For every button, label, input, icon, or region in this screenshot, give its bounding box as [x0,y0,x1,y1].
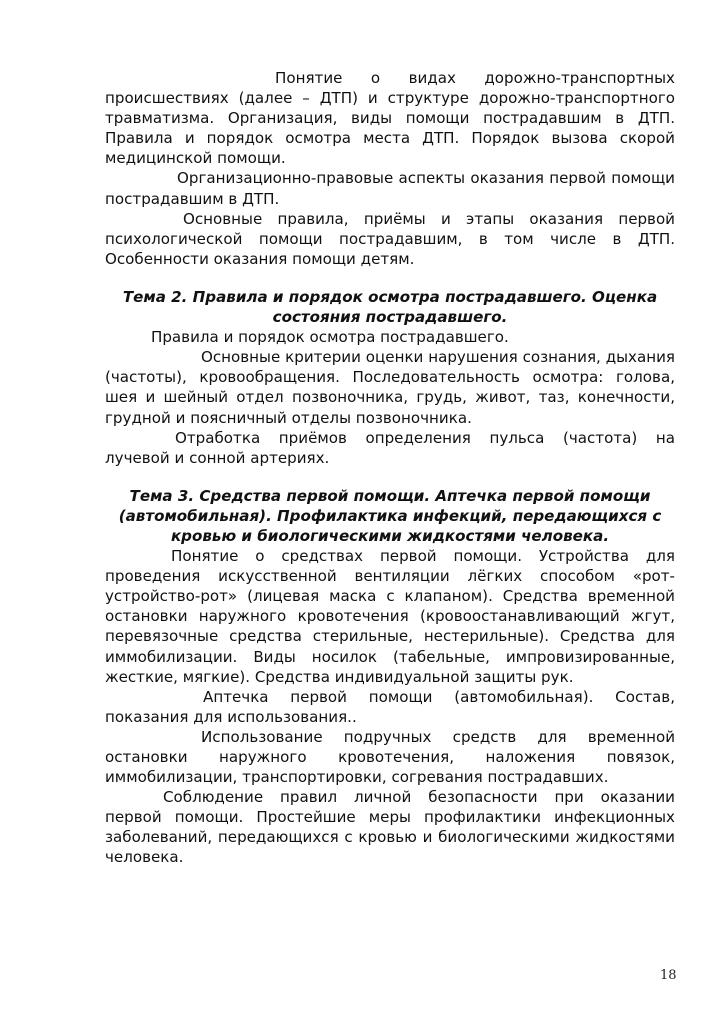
document-page [105,68,675,868]
paragraph-personal-safety: Соблюдение правил личной безопасности при оказании первой помощи. Простейшие меры профилактики инфекционных заболеваний, передающихся с кровью и биологическими жидкостями человека. [105,788,675,867]
paragraph-legal-aspects: Организационно-правовые аспекты оказания первой помощи пострадавшим в ДТП. [105,169,675,208]
paragraph-first-aid-means: Понятие о средствах первой помощи. Устройства для проведения искусственной вентиляции лёгких способом «рот-устройство-рот» (лицевая маска с клапаном). Средства временной остановки наружного кровотечения (кровоостанавливающий жгут, перевязочные средства стерильные, нестерильные). Средства для иммобилизации. Виды носилок (табельные, импровизированные, жесткие, мягкие). Средства индивидуальной защиты рук. [105,547,675,686]
paragraph-examination-rules: Правила и порядок осмотра пострадавшего. [151,328,509,347]
paragraph-assessment-criteria: Основные критерии оценки нарушения сознания, дыхания (частоты), кровообращения. Последовательность осмотра: голова, шея и шейный отдел позвоночника, грудь, живот, таз, конечности, грудной и поясничный отделы позвоночника. [105,348,675,427]
paragraph-psychological-help: Основные правила, приёмы и этапы оказания первой психологической помощи пострадавшим, в том числе в ДТП. Особенности оказания помощи детям. [105,209,675,268]
topic-3-heading: Тема 3. Средства первой помощи. Аптечка первой помощи (автомобильная). Профилактика инфекций, передающихся с кровью и биологическими жидкостями человека. [118,486,662,545]
page-number: 18 [660,968,677,983]
paragraph-first-aid-kit: Аптечка первой помощи (автомобильная). Состав, показания для использования.. [105,687,675,726]
paragraph-dtp-types: Понятие о видах дорожно-транспортных происшествиях (далее – ДТП) и структуре дорожно-транспортного травматизма. Организация, виды помощи пострадавшим в ДТП. Правила и порядок осмотра места ДТП. Порядок вызова скорой медицинской помощи. [105,69,675,168]
topic-2-heading: Тема 2. Правила и порядок осмотра пострадавшего. Оценка состояния пострадавшего. [122,287,658,327]
paragraph-pulse-practice: Отработка приёмов определения пульса (частота) на лучевой и сонной артериях. [105,428,675,467]
paragraph-improvised-means: Использование подручных средств для временной остановки наружного кровотечения, наложения повязок, иммобилизации, транспортировки, согревания пострадавших. [105,727,675,787]
